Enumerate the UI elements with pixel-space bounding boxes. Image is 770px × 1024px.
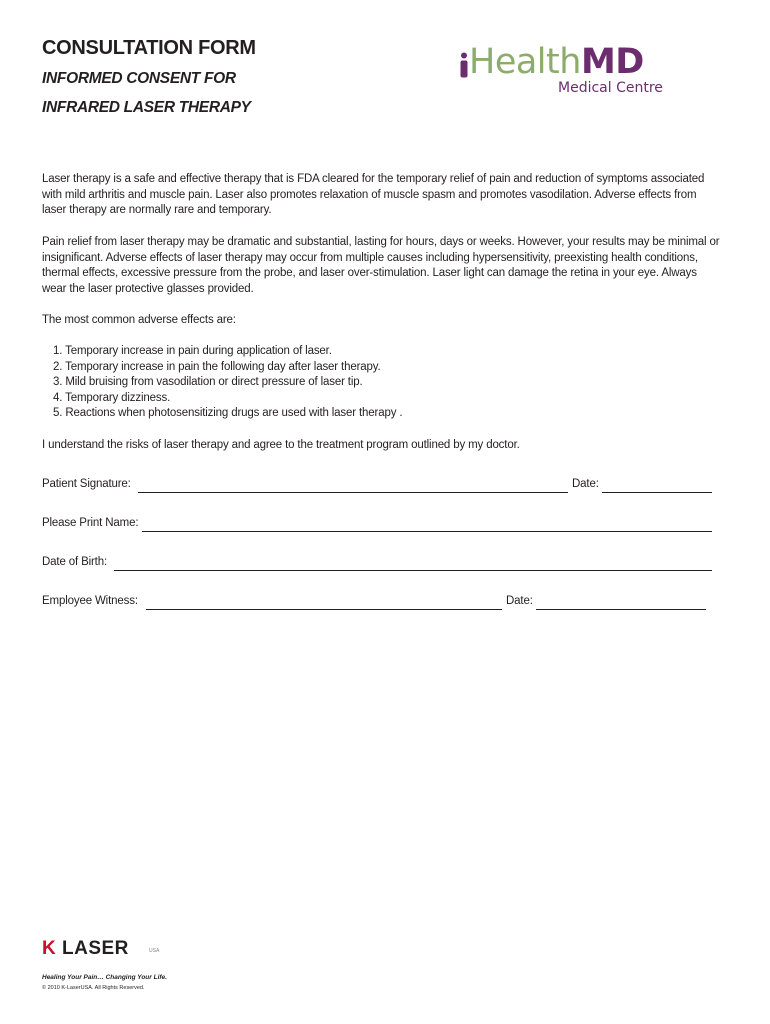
form-subtitle-line1: INFORMED CONSENT FOR: [42, 70, 236, 87]
employee-witness-field[interactable]: [146, 609, 502, 610]
employee-witness-row: [42, 595, 714, 613]
signature-date-field[interactable]: [602, 492, 712, 493]
klaser-k-text: K: [42, 938, 57, 959]
witness-date-field[interactable]: [536, 609, 706, 610]
date-of-birth-row: [42, 556, 714, 574]
list-item: 1. Temporary increase in pain during application of laser.: [53, 345, 332, 357]
klaser-laser-text: LASER: [62, 938, 129, 959]
logo-wordmark: [469, 40, 644, 84]
agreement-statement: I understand the risks of laser therapy and agree to the treatment program outlined by my doctor.: [42, 439, 520, 451]
print-name-row: [42, 517, 714, 535]
date-of-birth-field[interactable]: [114, 570, 712, 571]
signature-date-label: Date:: [572, 478, 599, 490]
logo-health-text: Health: [469, 42, 581, 82]
logo-md-text: MD: [580, 42, 644, 82]
pain-relief-paragraph: Pain relief from laser therapy may be dramatic and substantial, lasting for hours, days or weeks. However, your results may be minimal or insignificant. Adverse effects of laser therapy may occur from multiple causes including hypersensitivity, preexisting health conditions, thermal effects, excessive pressure from the probe, and laser over-stimulation. Laser light can damage the retina in your eye. Always wear the laser protective glasses provided.: [42, 236, 720, 295]
adverse-effects-list: [53, 344, 402, 422]
klaser-usa-text: USA: [149, 948, 160, 954]
list-item: 3. Mild bruising from vasodilation or direct pressure of laser tip.: [53, 376, 363, 389]
print-name-field[interactable]: [142, 531, 712, 532]
ihealthmd-logo: [456, 40, 696, 102]
list-item: 5. Reactions when photosensitizing drugs are used with laser therapy .: [53, 407, 403, 420]
klaser-logo: [42, 938, 182, 962]
patient-signature-field[interactable]: [138, 492, 568, 493]
form-subtitle-line2: INFRARED LASER THERAPY: [42, 99, 251, 116]
logo-subtitle: Medical Centre: [558, 80, 663, 96]
patient-signature-row: [42, 478, 714, 496]
form-title: CONSULTATION FORM: [42, 37, 256, 59]
date-of-birth-label: Date of Birth:: [42, 556, 108, 568]
employee-witness-label: Employee Witness:: [42, 595, 138, 607]
footer-copyright: © 2010 K-LaserUSA. All Rights Reserved.: [42, 985, 145, 991]
patient-signature-label: Patient Signature:: [42, 478, 131, 490]
list-item: 4. Temporary dizziness.: [53, 391, 171, 404]
effects-intro: The most common adverse effects are:: [42, 314, 236, 326]
intro-paragraph: Laser therapy is a safe and effective therapy that is FDA cleared for the temporary relief of pain and reduction of symptoms associated with mild arthritis and muscle pain. Laser also promotes relaxation of muscle spasm and promotes vasodilation. Adverse effects from laser therapy are normally rare and temporary.: [42, 173, 705, 217]
witness-date-label: Date:: [506, 595, 533, 607]
footer-tagline: Healing Your Pain… Changing Your Life.: [42, 974, 167, 981]
list-item: 2. Temporary increase in pain the following day after laser therapy.: [53, 360, 381, 373]
print-name-label: Please Print Name:: [42, 517, 139, 529]
